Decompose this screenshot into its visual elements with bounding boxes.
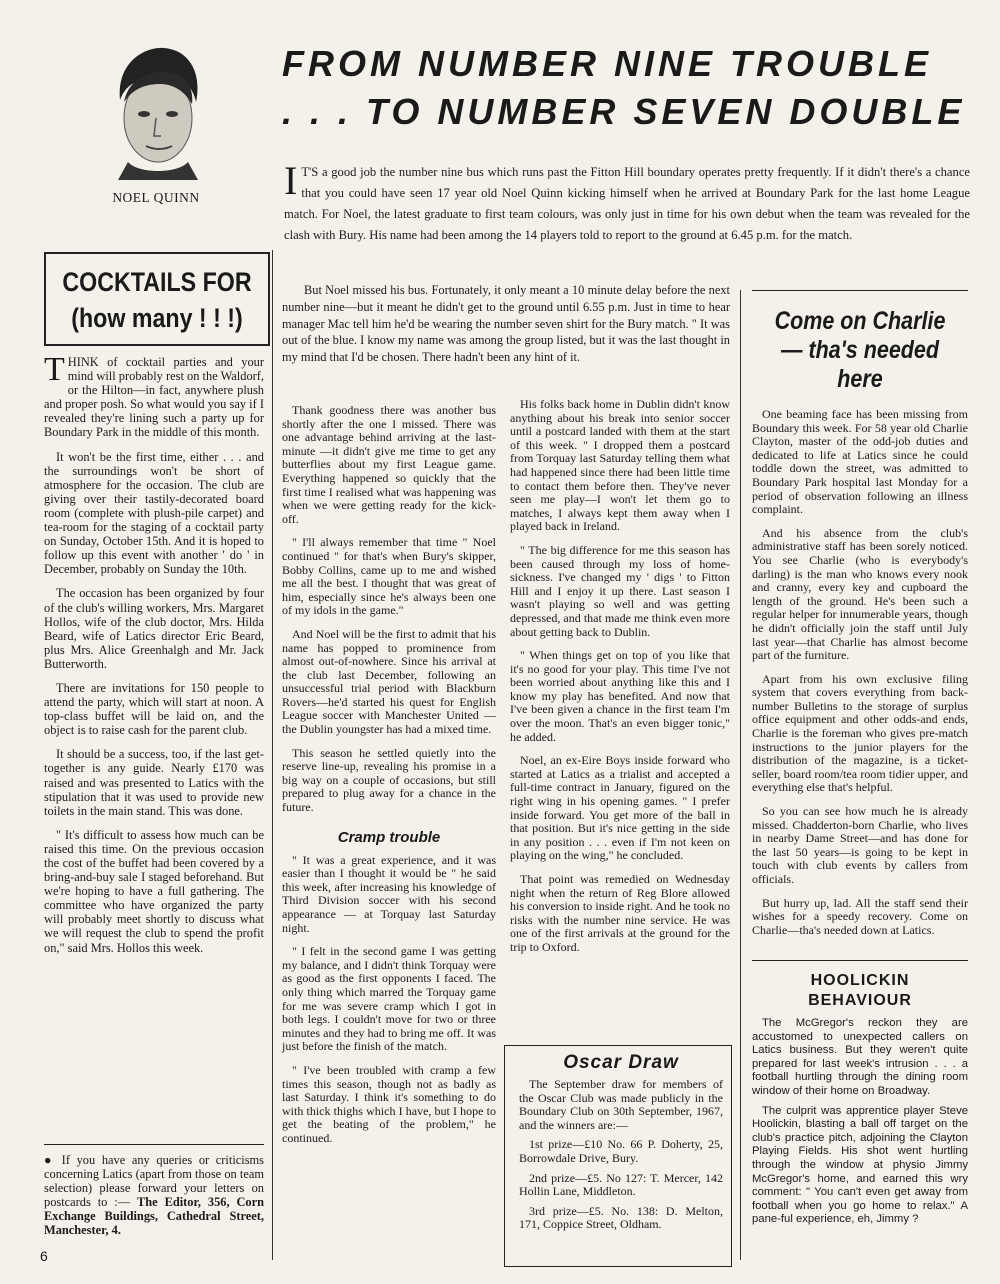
photo-caption: NOEL QUINN [112,190,200,205]
charlie-para: Apart from his own exclusive filing system that covers everything from back-number Bulletins to the storage of surplus office equipment and other odds-and ends, Charlie is the foreman who gives pre-match instructions to the junior players for the distribution of the magazine, is a ticket-seller, board room/tea room tidier upper, and everything else that's helpful. [752,671,968,795]
col2-para: " When things get on top of you like that it's no good for your play. This time I've not been worried about anything like this and I know my play has benefited. And now that I've been given a chance in the first team I'm over the moon. That's an even bigger tonic," he added. [510,648,730,744]
col2-para: That point was remedied on Wednesday night when the return of Reg Blore allowed his conversion to inside right. And he took no risks with the number nine service. He was one of the first arrivals at the ground for the trip to Oxford. [510,872,730,954]
charlie-para: So you can see how much he is already missed. Chadderton-born Charlie, who lives in nearby Dame Street—and has done for the last 50 years—is going to be kept in touch with club events by callers from officials. [752,804,968,886]
cocktails-para: HINK of cocktail parties and your mind will probably rest on the Waldorf, or the Hilton—in fact, anywhere plush and proper posh. So what would you say if I revealed they're lining such a party up for Boundary Park in the middle of this month. [44,355,264,440]
portrait-image [98,40,216,180]
cocktails-para: It won't be the first time, either . . . and the surroundings won't be short of atmosphere for the occasion. The club are giving over their tastily-decorated board room (complete with plush-pile carpet) and tea-room for the staging of a cocktail party on Sunday, October 15th. And it is hoped to follow up this event with another ' do ' in December, probably on Sunday the 10th. [44,449,264,577]
cocktails-title-box [44,252,270,346]
player-photo [98,40,216,180]
cocktails-title-2: (how many ! ! !) [71,303,243,333]
charlie-title-1: Come on Charlie [774,307,946,335]
column-divider [272,250,273,1260]
cocktails-para: The occasion has been organized by four of the club's willing workers, Mrs. Margaret Hollos, wife of the club doctor, Mrs. Hilda Beard, wife of Latics director Eric Beard, plus Mrs. Alice Greenhalgh and Mr. Jack Butterworth. [44,586,264,671]
cocktails-article [44,351,264,965]
col1-para: And Noel will be the first to admit that his name has popped to prominence from almost out-of-nowhere. Since his arrival at the club last December, following an unsuccessful trial period with Blackburn Rovers—he'd started his quest for English League soccer with Manchester United — the Dublin youngster has had a mixed time. [282,626,496,737]
charlie-para: One beaming face has been missing from Boundary this week. For 58 year old Charlie Clayton, master of the odd-job duties and dedicated to life at Latics since he could toddle down the street, was admitted to Boundary Park hospital last Monday for a period of observation following an illness complaint. [752,407,968,517]
oscar-prize: 1st prize—£10 No. 66 P. Doherty, 25, Borrowdale Drive, Bury. [519,1137,723,1165]
hoolickin-title-2: BEHAVIOUR [808,992,912,1009]
charlie-para: And his absence from the club's administrative staff has been sorely noticed. You see Charlie (who is everybody's darling) is the man who knows every nook and cranny, every key and cupboard the length of the ground. He's been such a regular helper for innumerable years, though he didn't officially join the staff until July last year—that Charlie has almost become part of the furniture. [752,525,968,663]
missed-bus-para: But Noel missed his bus. Fortunately, it only meant a 10 minute delay before the next number nine—but it meant he didn't get to the ground until 6.55 p.m. Just in time to hear manager Mac tell him he'd be wearing the number seven shirt for the Bury match. " It was out of the blue. I know my name was among the group listed, but it was the last thought in my mind that I'd be chosen. There hadn't been any hint of it. [282,283,730,365]
main-missed-bus [282,282,730,366]
hoolickin-para: The culprit was apprentice player Steve Hoolickin, blasting a ball off target on the club's practice pitch, adjoining the Clayton Playing Fields. His shot went hurtling through the window at physio Jimmy McGregor's home, and earned this wry comment: " You can't even get away from football when you go home to relax." A pane-ful experience, eh, Jimmy ? [752,1104,968,1226]
main-col-2 [510,398,730,965]
col2-para: " The big difference for me this season has been caused through my loss of home-sickness. I've changed my ' digs ' to Fitton Hill and I enjoy it up there. Last season I wasn't playing so well and was getting depressed, and that made me think even more about getting back to Dublin. [510,542,730,639]
page-number: 6 [40,1248,48,1264]
col1-para: " I'll always remember that time " Noel continued " for that's when Bury's skipper, Bobby Collins, came up to me and wished me all the best. I thought that was great of him, especially since he's always been one of my idols in the game." [282,535,496,618]
cramp-subhead: Cramp trouble [337,828,441,846]
hoolickin-title [752,971,968,1011]
col1-para: " I've been troubled with cramp a few times this season, though not as badly as last Saturday. I think it's something to do with thick thighs which I have, but I hope to get the beating of the problem," he continued. [282,1062,496,1145]
cocktails-para: There are invitations for 150 people to attend the party, which will start at noon. A top-class buffet will be laid on, and the object is to raise cash for the parent club. [44,680,264,738]
oscar-draw-box [504,1045,732,1267]
editor-notice [44,1144,264,1238]
main-intro [284,158,970,246]
charlie-article [752,290,968,947]
cocktails-dropcap: T [44,351,65,388]
hoolickin-para: The McGregor's reckon they are accustomed to unexpected callers on Latics business. But they weren't quite prepared for last week's intrusion . . . a football hurtling through the dining room window of their home on Broadway. [752,1017,968,1097]
main-col-1 [282,404,496,1156]
intro-text: T'S a good job the number nine bus which runs past the Fitton Hill boundary operates pretty frequently. If it didn't there's a chance that you could have seen 17 year old Noel Quinn kicking himself when he arrived at Boundary Park for the last home League match. For Noel, the latest graduate to first team colours, was only just in time for his own debut when the team was revealed for the clash with Bury. His name had been among the 14 players told to report to the ground at 6.45 p.m. for the match. [284,165,970,242]
oscar-prize: 2nd prize—£5. No 127: T. Mercer, 142 Hollin Lane, Middleton. [519,1170,723,1199]
headline-line-1: FROM NUMBER NINE TROUBLE [282,43,932,84]
col1-para: This season he settled quietly into the reserve line-up, revealing his promise in a big way on a couple of occasions, but still prepared to plug away for a chance in the future. [282,745,496,815]
cocktails-title-1: COCKTAILS FOR [62,267,252,297]
oscar-prize: 3rd prize—£5. No. 138: D. Melton, 171, Coppice Street, Oldham. [519,1203,723,1232]
hoolickin-article [752,960,968,1227]
cocktails-para: " It's difficult to assess how much can be raised this time. On the previous occasion the cost of the buffet had been covered by a bring-and-buy sale I staged beforehand. But we're hoping to have a full gathering. The committee who have organized the party will probably meet shortly to discuss what we will request the club to spend the profit on," said Mrs. Hollos this week. [44,827,264,955]
notice-text: ● If you have any queries or criticisms concerning Latics (apart from those on team selection) please forward your letters on postcards to :— [44,1153,264,1210]
charlie-title-2: — tha's needed [780,336,940,364]
charlie-title-3: here [837,365,883,393]
headline-line-2: . . . TO NUMBER SEVEN DOUBLE [282,91,966,132]
oscar-intro: The September draw for members of the Oscar Club was made publicly in the Boundary Club on 30th September, 1967, and the winners are:— [519,1077,723,1132]
col2-para: Noel, an ex-Eire Boys inside forward who started at Latics as a trialist and accepted a full-time contract in January, figured on the right wing in his opening games. " I prefer inside forward. You get more of the ball in that position. But it's nice getting in the side in any position . . . even if I'm not keen on playing on the wing," he concluded. [510,753,730,863]
hoolickin-title-1: HOOLICKIN [810,972,910,989]
column-divider [740,290,741,1260]
cocktails-para: It should be a success, too, if the last get-together is any guide. Nearly £170 was raised and was presented to Latics with the stipulation that it was used to provide new toilets in the main stand. This was done. [44,747,264,818]
headline [282,40,982,136]
col1-para: Thank goodness there was another bus shortly after the one I missed. There was one advantage behind arriving at the last-minute —it didn't give me time to get any butterflies about my first League game. Everything happened so quickly that the first time I realised what was happening was when we were getting ready for the kick-off. [282,403,496,526]
col2-para: His folks back home in Dublin didn't know anything about his break into senior soccer until a postcard landed with them at the start of this week. " I dropped them a postcard from Torquay last Saturday telling them what had happened since there had been little time to contact them before then. They've never seen me play—I won't let them go to matches, I always kept them away when I played back in Ireland. [510,397,730,534]
charlie-para: But hurry up, lad. All the staff send their wishes for a speedy recovery. Come on Charlie—tha's needed down at Latics. [752,895,968,937]
editor-address: The Editor, 356, Corn Exchange Buildings, Cathedral Street, Manchester, 4. [44,1195,264,1238]
col1-para: " It was a great experience, and it was easier than I thought it would be " he said this week, after increasing his knowledge of Third Division soccer with his second appearance — at Torquay last Saturday night. [282,852,496,935]
oscar-title: Oscar Draw [563,1052,679,1073]
intro-dropcap: I [284,158,298,203]
col1-para: " I felt in the second game I was getting my balance, and I didn't think Torquay were as good as the first opponents I faced. The only thing which marred the Torquay game for me was severe cramp which I got in both legs. I couldn't move for two or three minutes and they had to bring me off. It was just before the finish of the match. [282,944,496,1054]
